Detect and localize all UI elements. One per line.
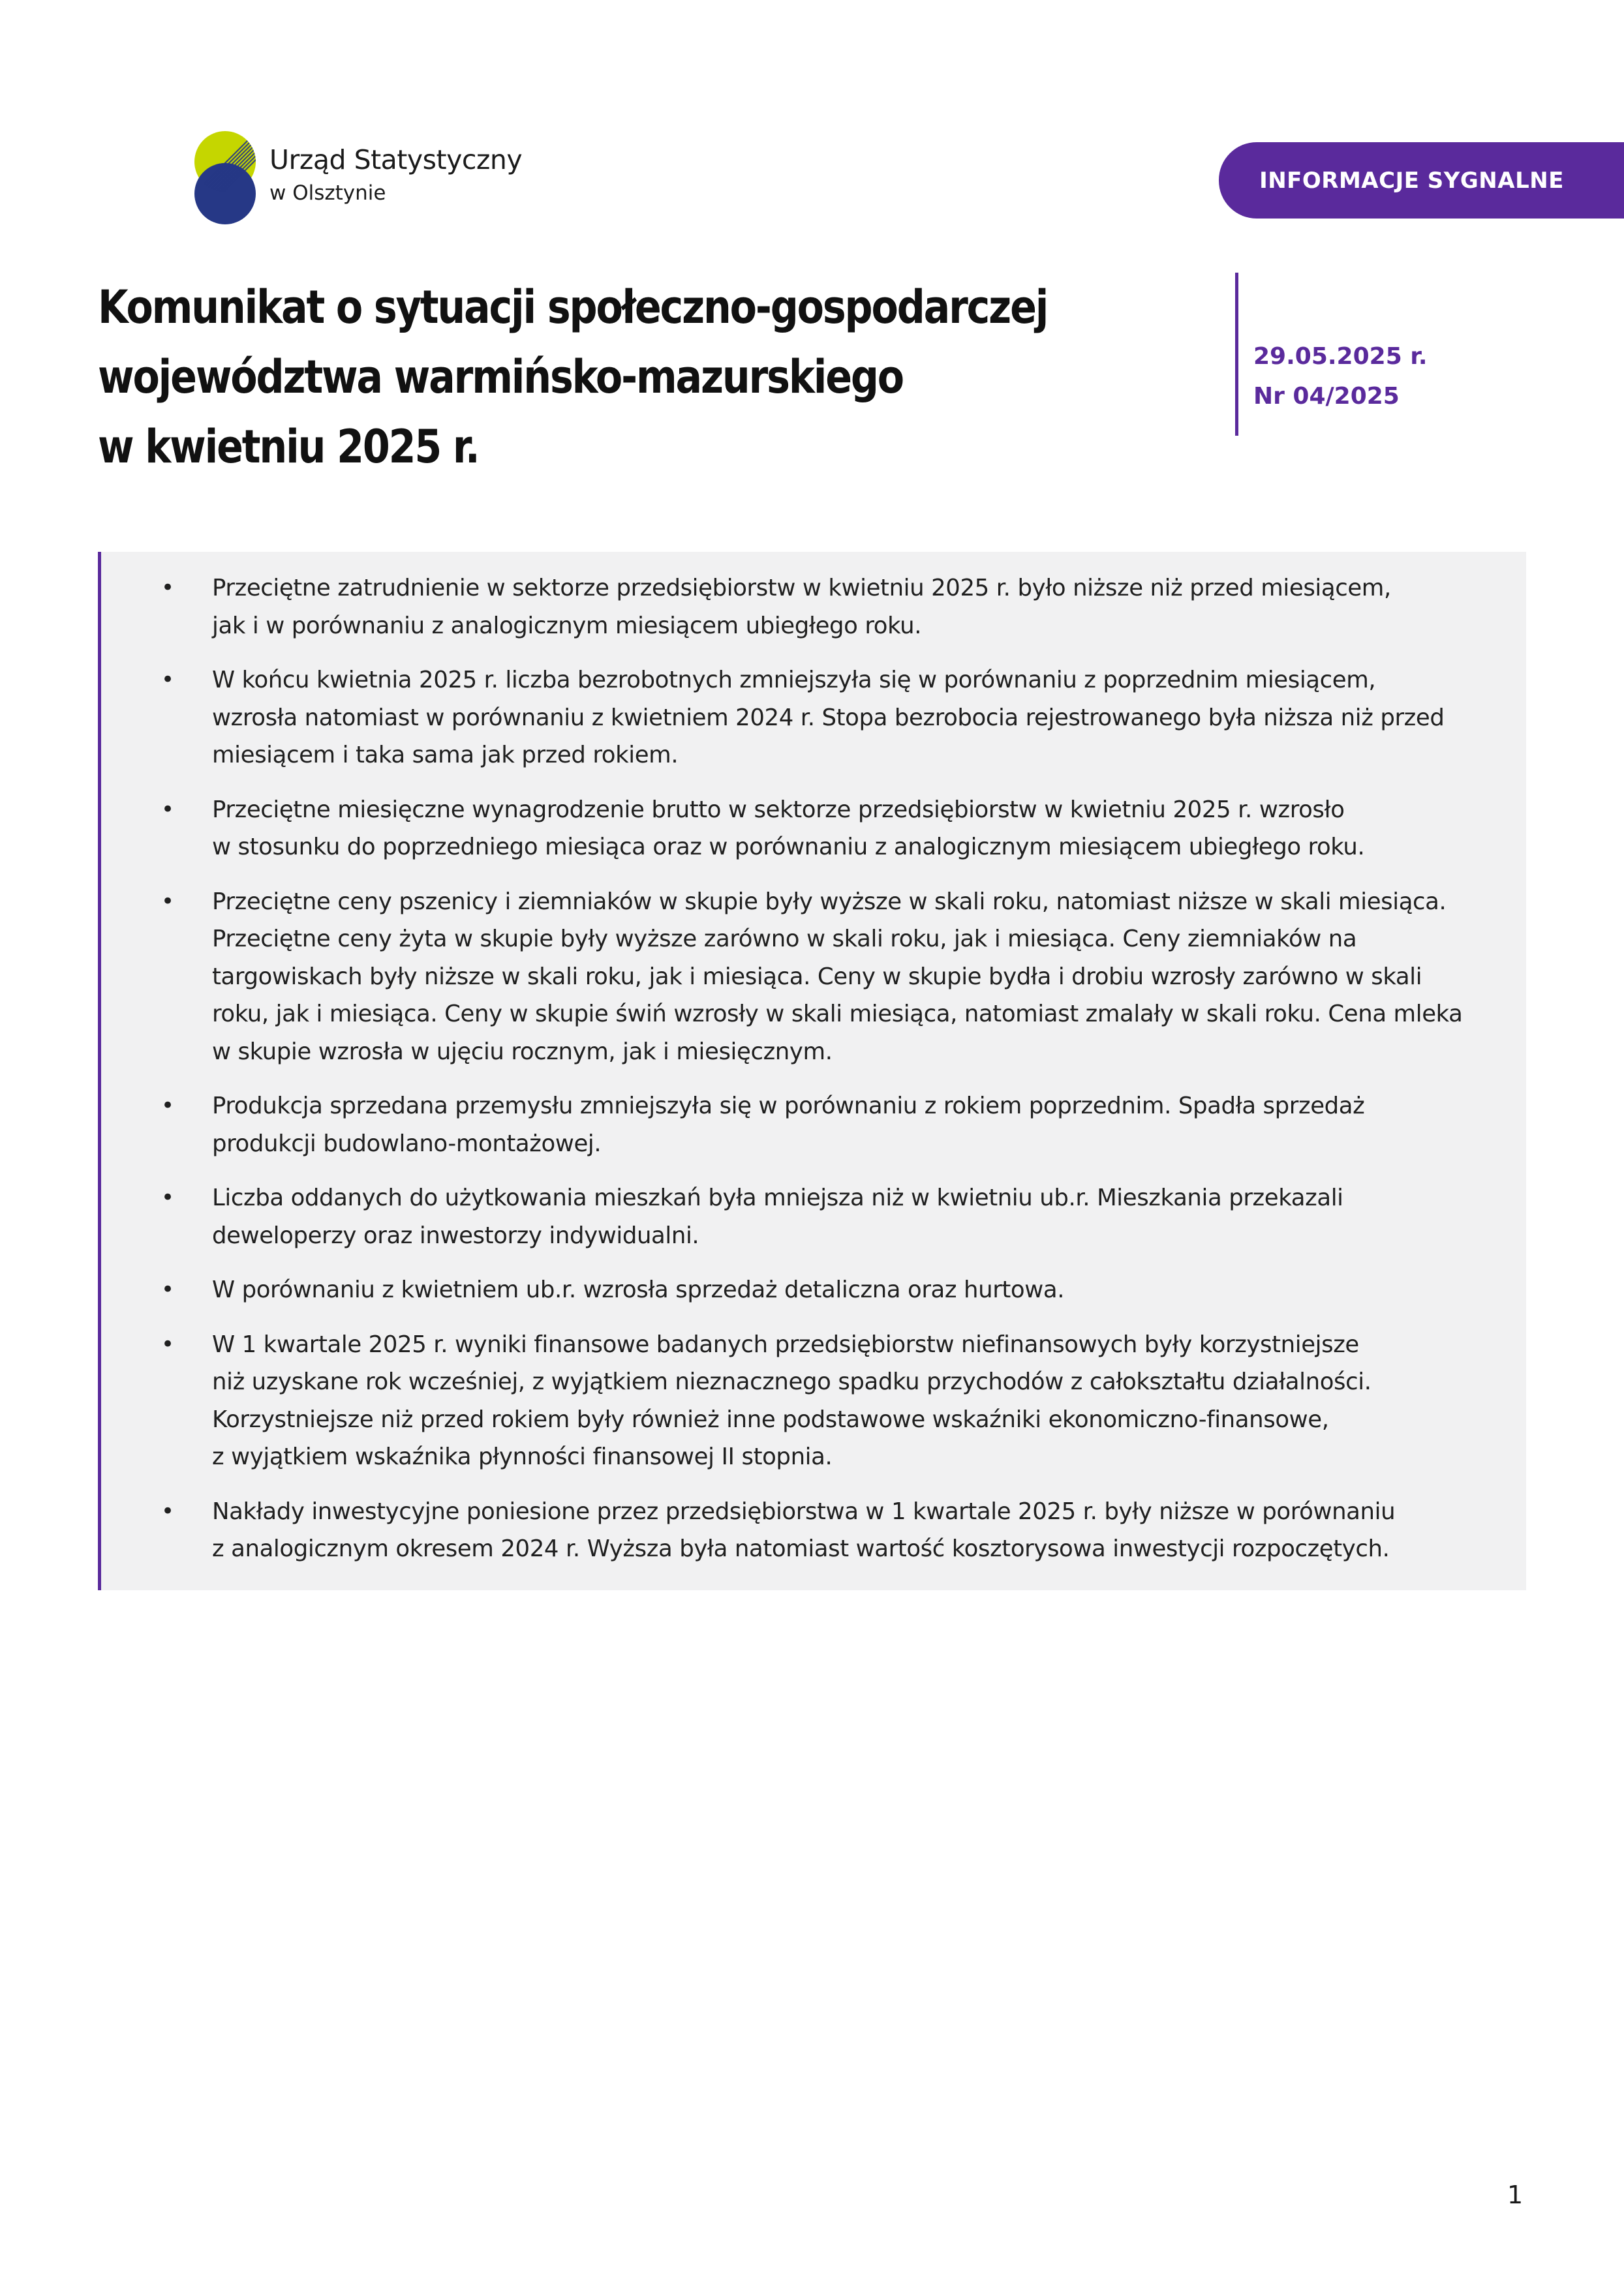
summary-line: w skupie wzrosła w ujęciu rocznym, jak i miesięcznym. — [212, 1038, 833, 1065]
publication-meta — [1235, 273, 1428, 436]
summary-line: z wyjątkiem wskaźnika płynności finansowej II stopnia. — [212, 1443, 833, 1470]
summary-box — [98, 552, 1526, 1590]
summary-line: w stosunku do poprzedniego miesiąca oraz w porównaniu z analogicznym miesiącem ubiegłego roku. — [212, 834, 1365, 860]
summary-line: Nakłady inwestycyjne poniesione przez przedsiębiorstwa w 1 kwartale 2025 r. były niższe w porównaniu — [212, 1498, 1396, 1525]
title-line: w kwietniu 2025 r. — [98, 420, 479, 474]
summary-line: Przeciętne ceny pszenicy i ziemniaków w skupie były wyższe w skali roku, natomiast niższe w skali miesiąca. — [212, 888, 1447, 915]
bullet-icon: • — [161, 1093, 174, 1119]
bullet-icon: • — [161, 796, 174, 823]
bullet-icon: • — [161, 1498, 174, 1524]
summary-item — [161, 883, 1500, 1071]
summary-line: miesiącem i taka sama jak przed rokiem. — [212, 742, 679, 768]
summary-line: W 1 kwartale 2025 r. wyniki finansowe badanych przedsiębiorstw niefinansowych były korzystniejsze — [212, 1331, 1359, 1358]
page-title — [98, 273, 1052, 482]
document-type-tag — [1219, 142, 1624, 219]
summary-item — [161, 661, 1500, 774]
summary-line: Produkcja sprzedana przemysłu zmniejszyła się w porównaniu z rokiem poprzednim. Spadła sprzedaż — [212, 1093, 1365, 1119]
summary-list — [101, 552, 1526, 1568]
title-line: Komunikat o sytuacji społeczno-gospodarczej — [98, 280, 1048, 334]
summary-item — [161, 791, 1500, 866]
logo-name: Urząd Statystyczny — [269, 144, 523, 175]
bullet-icon: • — [161, 888, 174, 914]
title-line: województwa warmińsko-mazurskiego — [98, 350, 904, 404]
summary-line: niż uzyskane rok wcześniej, z wyjątkiem nieznacznego spadku przychodów z całokształtu działalności. — [212, 1368, 1371, 1395]
summary-item — [161, 1087, 1500, 1162]
institution-logo — [192, 129, 532, 227]
summary-line: Liczba oddanych do użytkowania mieszkań była mniejsza niż w kwietniu ub.r. Mieszkania przekazali — [212, 1185, 1343, 1211]
summary-item — [161, 569, 1500, 644]
summary-line: W końcu kwietnia 2025 r. liczba bezrobotnych zmniejszyła się w porównaniu z poprzednim miesiącem, — [212, 667, 1376, 693]
logo-mark-icon — [192, 129, 260, 226]
summary-line: deweloperzy oraz inwestorzy indywidualni. — [212, 1222, 699, 1249]
summary-item — [161, 1271, 1500, 1309]
summary-line: roku, jak i miesiąca. Ceny w skupie świń wzrosły w skali miesiąca, natomiast zmalały w skali roku. Cena mleka — [212, 1001, 1463, 1027]
summary-line: jak i w porównaniu z analogicznym miesiącem ubiegłego roku. — [212, 612, 922, 639]
bullet-icon: • — [161, 1331, 174, 1357]
publication-date: 29.05.2025 r. — [1253, 343, 1428, 370]
summary-item — [161, 1179, 1500, 1254]
summary-item — [161, 1326, 1500, 1476]
summary-line: Korzystniejsze niż przed rokiem były również inne podstawowe wskaźniki ekonomiczno-finansowe, — [212, 1406, 1329, 1433]
bullet-icon: • — [161, 575, 174, 601]
summary-line: produkcji budowlano-montażowej. — [212, 1130, 602, 1157]
document-type-label: INFORMACJE SYGNALNE — [1259, 167, 1564, 194]
page-number: 1 — [1507, 2181, 1524, 2209]
publication-number: Nr 04/2025 — [1253, 383, 1400, 410]
bullet-icon: • — [161, 1276, 174, 1303]
summary-item — [161, 1493, 1500, 1568]
summary-line: Przeciętne zatrudnienie w sektorze przedsiębiorstw w kwietniu 2025 r. było niższe niż przed miesiącem, — [212, 575, 1391, 601]
bullet-icon: • — [161, 1185, 174, 1211]
summary-line: wzrosła natomiast w porównaniu z kwietniem 2024 r. Stopa bezrobocia rejestrowanego była niższa niż przed — [212, 704, 1445, 731]
logo-city: w Olsztynie — [269, 181, 386, 205]
summary-line: Przeciętne ceny żyta w skupie były wyższe zarówno w skali roku, jak i miesiąca. Ceny ziemniaków na — [212, 926, 1357, 952]
summary-line: targowiskach były niższe w skali roku, jak i miesiąca. Ceny w skupie bydła i drobiu wzrosły zarówno w skali — [212, 963, 1422, 990]
summary-line: Przeciętne miesięczne wynagrodzenie brutto w sektorze przedsiębiorstw w kwietniu 2025 r. wzrosło — [212, 796, 1345, 823]
bullet-icon: • — [161, 667, 174, 693]
summary-line: z analogicznym okresem 2024 r. Wyższa była natomiast wartość kosztorysowa inwestycji rozpoczętych. — [212, 1535, 1390, 1562]
summary-line: W porównaniu z kwietniem ub.r. wzrosła sprzedaż detaliczna oraz hurtowa. — [212, 1276, 1065, 1303]
